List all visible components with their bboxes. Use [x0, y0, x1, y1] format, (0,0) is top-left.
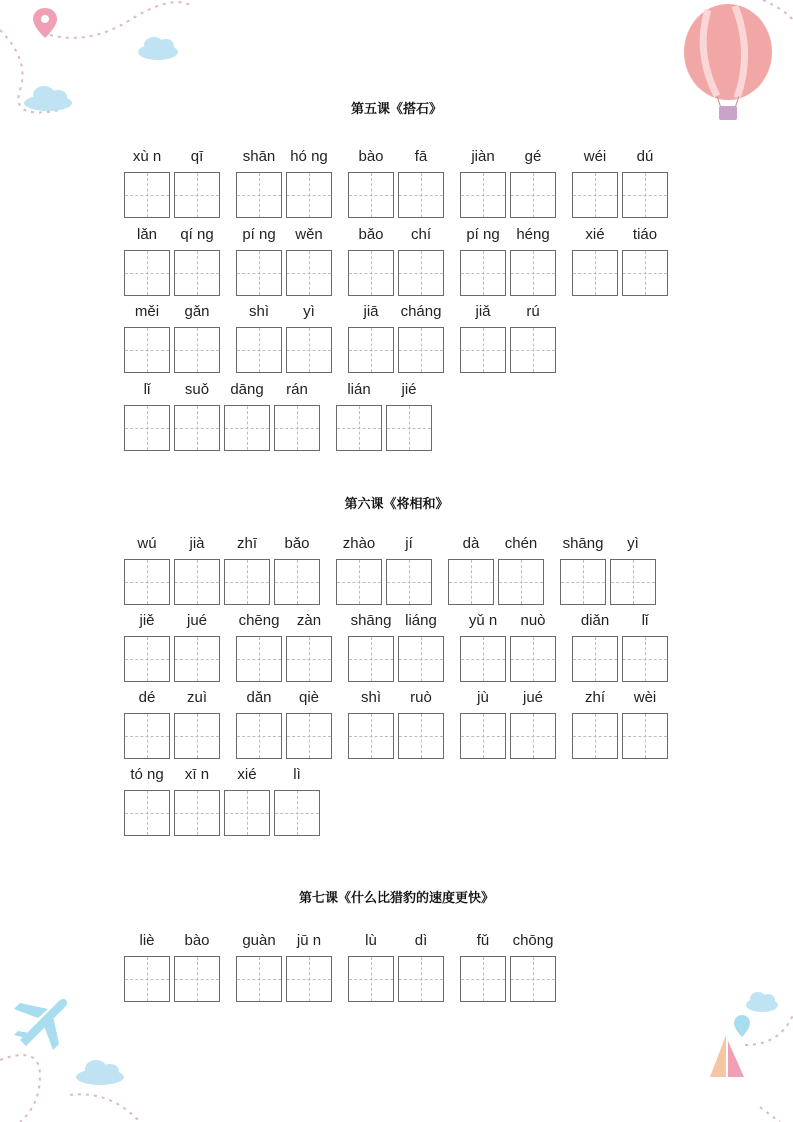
cloud-icon — [76, 1060, 124, 1085]
writing-box[interactable] — [348, 327, 394, 373]
pinyin-label: liè — [139, 932, 155, 949]
pinyin-label: tó ng — [130, 766, 164, 783]
writing-box[interactable] — [460, 636, 506, 682]
pinyin-label: nuò — [520, 612, 546, 629]
pinyin-label: jiā — [363, 303, 379, 320]
writing-box[interactable] — [124, 790, 170, 836]
writing-box[interactable] — [124, 405, 170, 451]
writing-box[interactable] — [124, 713, 170, 759]
writing-box[interactable] — [286, 956, 332, 1002]
writing-box[interactable] — [274, 790, 320, 836]
pinyin-label: fǔ — [476, 932, 490, 949]
pinyin-label: lì — [293, 766, 301, 783]
pinyin-label: chí — [410, 226, 431, 243]
writing-box[interactable] — [348, 172, 394, 218]
pinyin-label: yì — [303, 303, 315, 320]
pinyin-label: wèi — [633, 689, 657, 706]
writing-box[interactable] — [274, 405, 320, 451]
map-pin-icon — [734, 1015, 750, 1037]
pinyin-label: yì — [627, 535, 639, 552]
writing-box[interactable] — [286, 636, 332, 682]
pinyin-label: shì — [248, 303, 269, 320]
writing-box[interactable] — [336, 559, 382, 605]
writing-box[interactable] — [572, 713, 618, 759]
writing-box[interactable] — [274, 559, 320, 605]
sailboat-icon — [710, 1035, 744, 1077]
pinyin-label: jiàn — [471, 148, 495, 165]
writing-box[interactable] — [622, 172, 668, 218]
writing-box[interactable] — [174, 405, 220, 451]
writing-box[interactable] — [124, 636, 170, 682]
pinyin-label: jié — [401, 381, 417, 398]
pinyin-label: suǒ — [184, 381, 210, 398]
pinyin-label: měi — [134, 303, 160, 320]
pinyin-label: lǎn — [136, 226, 158, 243]
pinyin-label: guàn — [242, 932, 276, 949]
pinyin-label: xié — [237, 766, 257, 783]
writing-box[interactable] — [498, 559, 544, 605]
pinyin-row — [0, 226, 793, 306]
writing-box[interactable] — [124, 559, 170, 605]
writing-box[interactable] — [348, 250, 394, 296]
writing-box[interactable] — [460, 250, 506, 296]
pinyin-label: pí ng — [242, 226, 276, 243]
writing-box[interactable] — [236, 250, 282, 296]
pinyin-label: shì — [360, 689, 381, 706]
pinyin-label: jū n — [296, 932, 322, 949]
writing-box[interactable] — [510, 956, 556, 1002]
writing-box[interactable] — [572, 250, 618, 296]
writing-box[interactable] — [174, 713, 220, 759]
pinyin-label: bǎo — [284, 535, 310, 552]
writing-box[interactable] — [510, 327, 556, 373]
writing-box[interactable] — [448, 559, 494, 605]
writing-box[interactable] — [460, 713, 506, 759]
pinyin-label: pí ng — [466, 226, 500, 243]
pinyin-row — [0, 535, 793, 615]
pinyin-row — [0, 303, 793, 383]
pinyin-label: jià — [189, 535, 205, 552]
pinyin-label: tiáo — [632, 226, 658, 243]
writing-box[interactable] — [572, 172, 618, 218]
lesson-title: 第五课《搭石》 — [350, 102, 442, 117]
writing-box[interactable] — [124, 172, 170, 218]
pinyin-label: dé — [138, 689, 156, 706]
writing-box[interactable] — [386, 559, 432, 605]
pinyin-label: wéi — [583, 148, 607, 165]
writing-box[interactable] — [610, 559, 656, 605]
pinyin-label: chén — [504, 535, 538, 552]
writing-box[interactable] — [224, 559, 270, 605]
pinyin-label: chōng — [512, 932, 554, 949]
pinyin-label: jí — [405, 535, 413, 552]
pinyin-label: shān — [242, 148, 276, 165]
writing-box[interactable] — [398, 636, 444, 682]
writing-box[interactable] — [398, 172, 444, 218]
writing-box[interactable] — [348, 713, 394, 759]
pinyin-label: jiǎ — [475, 303, 491, 320]
writing-box[interactable] — [286, 172, 332, 218]
writing-box[interactable] — [348, 636, 394, 682]
pinyin-label: jué — [186, 612, 208, 629]
writing-box[interactable] — [510, 636, 556, 682]
writing-box[interactable] — [460, 327, 506, 373]
writing-box[interactable] — [460, 956, 506, 1002]
writing-box[interactable] — [622, 636, 668, 682]
pinyin-label: ruò — [410, 689, 432, 706]
lesson-title: 第六课《将相和》 — [344, 497, 449, 512]
writing-box[interactable] — [348, 956, 394, 1002]
pinyin-label: jué — [522, 689, 544, 706]
writing-box[interactable] — [336, 405, 382, 451]
writing-box[interactable] — [236, 956, 282, 1002]
lesson-title: 第七课《什么比猎豹的速度更快》 — [298, 891, 494, 906]
writing-box[interactable] — [560, 559, 606, 605]
pinyin-label: zhī — [236, 535, 257, 552]
writing-box[interactable] — [398, 250, 444, 296]
pinyin-label: bào — [184, 932, 210, 949]
pinyin-label: zhí — [584, 689, 605, 706]
dotted-path — [50, 2, 190, 38]
writing-box[interactable] — [236, 713, 282, 759]
writing-box[interactable] — [174, 559, 220, 605]
pinyin-label: cháng — [400, 303, 442, 320]
pinyin-label: qī — [190, 148, 204, 165]
writing-box[interactable] — [398, 956, 444, 1002]
pinyin-label: dú — [636, 148, 654, 165]
pinyin-label: xù n — [132, 148, 162, 165]
writing-box[interactable] — [622, 250, 668, 296]
writing-box[interactable] — [286, 327, 332, 373]
pinyin-label: bǎo — [358, 226, 384, 243]
writing-box[interactable] — [236, 172, 282, 218]
pinyin-label: lù — [365, 932, 377, 949]
map-pin-icon — [33, 8, 57, 38]
pinyin-label: shāng — [350, 612, 392, 629]
pinyin-label: chēng — [238, 612, 280, 629]
pinyin-label: xī n — [184, 766, 210, 783]
pinyin-label: bào — [358, 148, 384, 165]
writing-box[interactable] — [224, 790, 270, 836]
writing-box[interactable] — [286, 250, 332, 296]
writing-box[interactable] — [174, 172, 220, 218]
pinyin-label: dǎn — [246, 689, 272, 706]
writing-box[interactable] — [460, 172, 506, 218]
pinyin-label: diǎn — [580, 612, 610, 629]
writing-box[interactable] — [510, 172, 556, 218]
pinyin-label: dà — [462, 535, 480, 552]
pinyin-label: héng — [516, 226, 550, 243]
pinyin-label: rú — [526, 303, 540, 320]
writing-box[interactable] — [174, 250, 220, 296]
pinyin-row — [0, 932, 793, 1012]
pinyin-label: gé — [524, 148, 542, 165]
writing-box[interactable] — [224, 405, 270, 451]
pinyin-label: lǐ — [143, 381, 151, 398]
writing-box[interactable] — [174, 790, 220, 836]
pinyin-label: dāng — [230, 381, 264, 398]
writing-box[interactable] — [572, 636, 618, 682]
pinyin-label: rán — [286, 381, 308, 398]
pinyin-label: lián — [347, 381, 371, 398]
writing-box[interactable] — [236, 636, 282, 682]
pinyin-label: zàn — [296, 612, 322, 629]
pinyin-label: xié — [585, 226, 605, 243]
writing-box[interactable] — [174, 327, 220, 373]
pinyin-label: fā — [414, 148, 428, 165]
pinyin-label: jiě — [139, 612, 155, 629]
writing-box[interactable] — [174, 636, 220, 682]
pinyin-row — [0, 766, 793, 846]
cloud-icon — [138, 37, 178, 60]
pinyin-label: lǐ — [641, 612, 649, 629]
pinyin-row — [0, 381, 793, 461]
writing-box[interactable] — [510, 250, 556, 296]
writing-box[interactable] — [622, 713, 668, 759]
pinyin-label: liáng — [405, 612, 437, 629]
pinyin-row — [0, 612, 793, 692]
pinyin-label: shāng — [562, 535, 604, 552]
pinyin-label: zhào — [342, 535, 376, 552]
pinyin-label: yǔ n — [468, 612, 498, 629]
pinyin-row — [0, 148, 793, 228]
writing-box[interactable] — [286, 713, 332, 759]
pinyin-label: hó ng — [290, 148, 328, 165]
pinyin-label: jù — [477, 689, 489, 706]
pinyin-label: wú — [137, 535, 157, 552]
pinyin-row — [0, 689, 793, 769]
pinyin-label: qí ng — [180, 226, 214, 243]
pinyin-label: zuì — [186, 689, 207, 706]
writing-box[interactable] — [174, 956, 220, 1002]
pinyin-label: dì — [414, 932, 428, 949]
pinyin-label: qiè — [298, 689, 320, 706]
pinyin-label: gǎn — [184, 303, 210, 320]
writing-box[interactable] — [124, 956, 170, 1002]
writing-box[interactable] — [124, 250, 170, 296]
writing-box[interactable] — [398, 327, 444, 373]
writing-box[interactable] — [124, 327, 170, 373]
pinyin-label: wěn — [295, 226, 323, 243]
writing-box[interactable] — [510, 713, 556, 759]
writing-box[interactable] — [236, 327, 282, 373]
writing-box[interactable] — [386, 405, 432, 451]
writing-box[interactable] — [398, 713, 444, 759]
